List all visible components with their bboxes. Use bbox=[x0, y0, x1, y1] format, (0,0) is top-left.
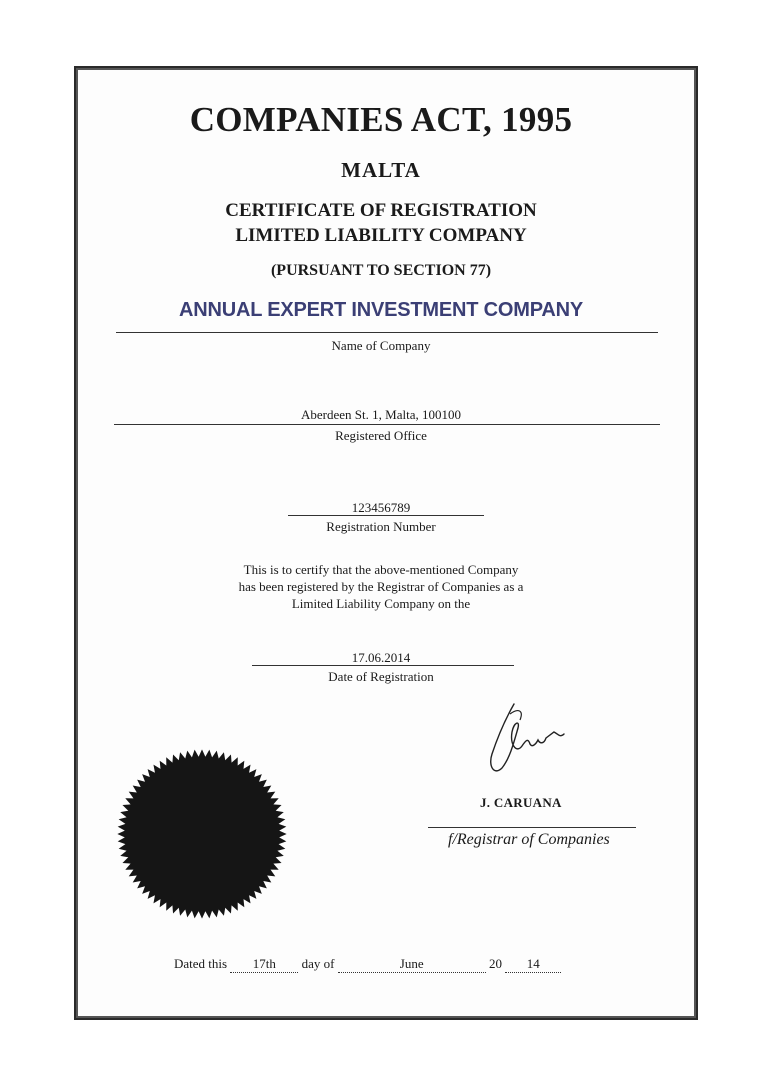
company-name-underline bbox=[116, 332, 658, 333]
company-name-label: Name of Company bbox=[331, 338, 431, 353]
signer-title: f/Registrar of Companies bbox=[448, 831, 610, 848]
dated-prefix: Dated this bbox=[174, 956, 228, 971]
dated-day-of: day of bbox=[301, 956, 335, 971]
certify-line-1: This is to certify that the above-mentioned Company bbox=[243, 562, 519, 577]
certificate-title-line2: LIMITED LIABILITY COMPANY bbox=[235, 225, 527, 246]
certify-line-3: Limited Liability Company on the bbox=[291, 596, 471, 611]
certificate-title-line1: CERTIFICATE OF REGISTRATION bbox=[225, 200, 537, 221]
registration-number: 123456789 bbox=[351, 500, 411, 515]
dated-day: 17th bbox=[230, 956, 298, 973]
registration-number-underline bbox=[288, 515, 484, 516]
dated-year-suffix: 14 bbox=[505, 956, 561, 973]
registered-office-label: Registered Office bbox=[335, 428, 427, 443]
registration-date: 17.06.2014 bbox=[351, 650, 411, 665]
registrar-signature bbox=[484, 698, 574, 780]
dated-year-prefix: 20 bbox=[488, 956, 502, 971]
signer-name: J. CARUANA bbox=[480, 795, 562, 810]
signature-line bbox=[428, 827, 636, 828]
registered-office-underline bbox=[114, 424, 660, 425]
registration-date-underline bbox=[252, 665, 514, 666]
seal-shape bbox=[117, 749, 286, 918]
company-name: ANNUAL EXPERT INVESTMENT COMPANY bbox=[178, 299, 583, 321]
registration-date-label: Date of Registration bbox=[328, 669, 434, 684]
act-title: COMPANIES ACT, 1995 bbox=[189, 100, 573, 139]
dated-line bbox=[174, 956, 561, 973]
pursuant-section: (PURSUANT TO SECTION 77) bbox=[270, 262, 492, 279]
country-heading: MALTA bbox=[341, 158, 421, 182]
embossed-seal bbox=[110, 742, 294, 926]
registration-number-label: Registration Number bbox=[326, 519, 436, 534]
registered-office-address: Aberdeen St. 1, Malta, 100100 bbox=[301, 407, 461, 422]
certification-statement bbox=[0, 561, 762, 612]
certify-line-2: has been registered by the Registrar of Companies as a bbox=[238, 579, 524, 594]
dated-month: June bbox=[338, 956, 486, 973]
